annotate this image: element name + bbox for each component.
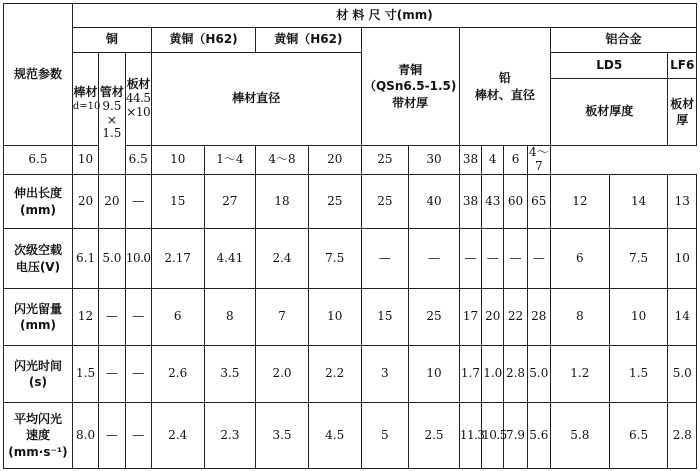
bronze-label: 青铜 bbox=[398, 63, 423, 78]
copper-plate-label: 板材 bbox=[126, 77, 150, 92]
value-cell: 10 bbox=[308, 289, 361, 346]
lead-bar-diameter: 棒材、直径 bbox=[474, 87, 535, 102]
plate-thickness-header: 板材厚度 bbox=[550, 79, 668, 146]
header-row-1 bbox=[4, 4, 697, 28]
value-cell: 2.2 bbox=[308, 346, 361, 403]
brass-header-1: 黄铜（H62) bbox=[151, 28, 255, 53]
lf6-plate-label: 板材 bbox=[670, 96, 695, 111]
table-row bbox=[4, 403, 697, 469]
row-label-unit: 电压(V) bbox=[15, 259, 61, 274]
lead-header bbox=[459, 28, 550, 146]
ld5-header: LD5 bbox=[550, 53, 668, 79]
lf6-header: LF6 bbox=[668, 53, 697, 79]
row-label bbox=[4, 229, 73, 289]
copper-tube-times: × bbox=[106, 112, 117, 127]
copper-header: 铜 bbox=[72, 28, 151, 53]
copper-tube-size-2: 1.5 bbox=[102, 126, 122, 141]
lf6-thickness-label: 厚 bbox=[676, 113, 689, 127]
value-cell: 18 bbox=[256, 175, 309, 229]
value-cell: 13 bbox=[668, 175, 697, 229]
size-cell: 4～8 bbox=[256, 146, 309, 175]
value-cell: 5 bbox=[361, 403, 409, 469]
value-cell: 1.5 bbox=[72, 346, 98, 403]
value-cell: 14 bbox=[609, 175, 668, 229]
value-cell: 25 bbox=[361, 175, 409, 229]
value-cell: 11.3 bbox=[459, 403, 481, 469]
value-cell: 10.5 bbox=[482, 403, 504, 469]
row-label bbox=[4, 289, 73, 346]
size-cell: 4～7 bbox=[529, 145, 549, 173]
value-cell: 1.5 bbox=[609, 346, 668, 403]
value-cell: — bbox=[459, 229, 481, 289]
header-row-2 bbox=[4, 28, 697, 53]
value-cell: 14 bbox=[668, 289, 697, 346]
row-label-unit: (mm·s⁻¹) bbox=[8, 444, 68, 459]
bronze-grade: （QSn6.5-1.5) bbox=[363, 79, 457, 94]
size-cell: 4 bbox=[482, 146, 504, 175]
value-cell: 27 bbox=[204, 175, 256, 229]
value-cell: — bbox=[125, 403, 151, 469]
value-cell: 25 bbox=[409, 289, 460, 346]
value-cell: 10 bbox=[409, 346, 460, 403]
size-cell: 20 bbox=[308, 146, 361, 175]
row-label-line: 闪光留量 bbox=[13, 301, 62, 316]
row-label-line: 速度 bbox=[25, 428, 50, 443]
value-cell: 2.17 bbox=[151, 229, 204, 289]
value-cell: 3.5 bbox=[204, 346, 256, 403]
value-cell: 10 bbox=[609, 289, 668, 346]
value-cell: 5.8 bbox=[550, 403, 609, 469]
value-cell: 2.6 bbox=[151, 346, 204, 403]
row-label-line: 平均闪光 bbox=[13, 412, 62, 427]
value-cell: 17 bbox=[459, 289, 481, 346]
value-cell: 4.41 bbox=[204, 229, 256, 289]
value-cell: 20 bbox=[482, 289, 504, 346]
table-row bbox=[4, 175, 697, 229]
copper-bar-label: 棒材 bbox=[73, 85, 98, 100]
value-cell: — bbox=[125, 346, 151, 403]
value-cell: 7 bbox=[256, 289, 309, 346]
row-label-unit: (mm) bbox=[19, 318, 56, 332]
value-cell: 15 bbox=[361, 289, 409, 346]
row-label-unit: (s) bbox=[28, 375, 47, 389]
row-label bbox=[4, 403, 73, 469]
value-cell: 2.8 bbox=[668, 403, 697, 469]
value-cell: 5.0 bbox=[527, 346, 550, 403]
spec-params-header: 规范参数 bbox=[4, 4, 73, 146]
row-label bbox=[4, 346, 73, 403]
copper-tube-label: 管材 bbox=[99, 84, 124, 99]
value-cell: 65 bbox=[527, 175, 550, 229]
copper-bar-size: d=10 bbox=[72, 101, 101, 113]
value-cell: 10 bbox=[668, 229, 697, 289]
value-cell: 6.1 bbox=[72, 229, 98, 289]
value-cell: 1.0 bbox=[482, 346, 504, 403]
size-cell: 6 bbox=[504, 146, 527, 175]
value-cell: 7.5 bbox=[308, 229, 361, 289]
bar-diameter-header: 棒材直径 bbox=[151, 53, 361, 146]
row-label-line: 次级空载 bbox=[13, 243, 62, 258]
bronze-header bbox=[361, 28, 459, 146]
value-cell: 15 bbox=[151, 175, 204, 229]
value-cell: 5.0 bbox=[668, 346, 697, 403]
value-cell: — bbox=[99, 289, 125, 346]
table-row bbox=[4, 346, 697, 403]
value-cell: 2.8 bbox=[504, 346, 527, 403]
size-cell: 10 bbox=[72, 146, 98, 175]
aluminum-header: 铝合金 bbox=[550, 28, 696, 53]
size-cell: 6.5 bbox=[125, 146, 151, 175]
value-cell: 2.4 bbox=[256, 229, 309, 289]
value-cell: 1.2 bbox=[550, 346, 609, 403]
value-cell: 43 bbox=[482, 175, 504, 229]
size-cell: 1～4 bbox=[204, 146, 256, 175]
header-row-3 bbox=[4, 53, 697, 79]
value-cell: — bbox=[99, 346, 125, 403]
lf6-plate-header bbox=[668, 79, 697, 146]
table-row bbox=[4, 229, 697, 289]
value-cell: — bbox=[99, 403, 125, 469]
value-cell: 40 bbox=[409, 175, 460, 229]
material-size-header: 材 料 尺 寸(mm) bbox=[72, 4, 696, 28]
value-cell: — bbox=[527, 229, 550, 289]
value-cell: 20 bbox=[72, 175, 98, 229]
value-cell: 8 bbox=[550, 289, 609, 346]
value-cell: 22 bbox=[504, 289, 527, 346]
size-cell: 6.5 bbox=[4, 146, 73, 175]
value-cell: 38 bbox=[459, 175, 481, 229]
value-cell: — bbox=[504, 229, 527, 289]
size-cell: 30 bbox=[409, 146, 460, 175]
copper-plate-size-1: 44.5 bbox=[125, 91, 151, 106]
value-cell: — bbox=[125, 289, 151, 346]
value-cell: 25 bbox=[308, 175, 361, 229]
value-cell: 4.5 bbox=[308, 403, 361, 469]
value-cell: 6 bbox=[550, 229, 609, 289]
value-cell: — bbox=[409, 229, 460, 289]
copper-tube-header bbox=[99, 53, 125, 175]
row-label bbox=[4, 175, 73, 229]
copper-bar-header bbox=[72, 53, 101, 146]
value-cell: 8.0 bbox=[72, 403, 98, 469]
value-cell: — bbox=[482, 229, 504, 289]
value-cell: 2.3 bbox=[204, 403, 256, 469]
value-cell: 1.7 bbox=[459, 346, 481, 403]
value-cell: 28 bbox=[527, 289, 550, 346]
value-cell: 60 bbox=[504, 175, 527, 229]
value-cell: 6 bbox=[151, 289, 204, 346]
value-cell: 5.6 bbox=[527, 403, 550, 469]
value-cell: 3.5 bbox=[256, 403, 309, 469]
copper-plate-size-2: ×10 bbox=[126, 104, 151, 119]
value-cell: 2.4 bbox=[151, 403, 204, 469]
value-cell: 7.9 bbox=[504, 403, 527, 469]
bronze-strip-thickness: 带材厚 bbox=[392, 95, 429, 110]
value-cell: 5.0 bbox=[99, 229, 125, 289]
row-label-line: 伸出长度 bbox=[13, 186, 62, 201]
value-cell: 12 bbox=[72, 289, 98, 346]
copper-tube-size-1: 9.5 bbox=[102, 98, 122, 113]
table-row bbox=[4, 289, 697, 346]
size-cell: 38 bbox=[459, 146, 481, 175]
value-cell: 10.0 bbox=[125, 229, 151, 289]
parameter-table bbox=[3, 3, 697, 469]
copper-plate-header bbox=[125, 53, 151, 146]
value-cell: 7.5 bbox=[609, 229, 668, 289]
brass-header-2: 黄铜（H62) bbox=[256, 28, 361, 53]
value-cell: — bbox=[125, 175, 151, 229]
value-cell: 2.5 bbox=[409, 403, 460, 469]
row-label-line: 闪光时间 bbox=[13, 358, 62, 373]
row-label-unit: (mm) bbox=[19, 202, 56, 217]
value-cell: 20 bbox=[99, 175, 125, 229]
size-cell: 25 bbox=[361, 146, 409, 175]
size-cell: 10 bbox=[151, 146, 204, 175]
value-cell: — bbox=[361, 229, 409, 289]
value-cell: 2.0 bbox=[256, 346, 309, 403]
value-cell: 6.5 bbox=[609, 403, 668, 469]
lead-label: 铅 bbox=[498, 71, 511, 86]
value-cell: 3 bbox=[361, 346, 409, 403]
value-cell: 8 bbox=[204, 289, 256, 346]
value-cell: 12 bbox=[550, 175, 609, 229]
